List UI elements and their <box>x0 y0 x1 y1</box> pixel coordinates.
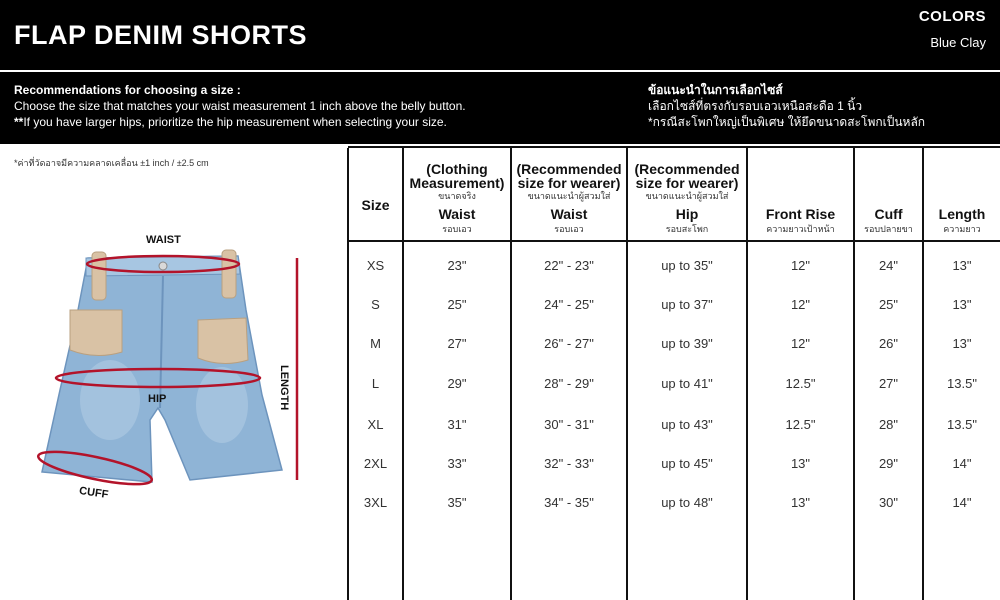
measurement-cell: 33" <box>447 456 467 471</box>
measurement-cell: 28" - 29" <box>544 376 594 391</box>
measurement-cell: 26" <box>878 336 899 351</box>
column-header-main: Waist <box>438 206 476 222</box>
size-cell: XL <box>367 417 384 432</box>
measurement-cell: up to 39" <box>661 336 713 351</box>
column-header <box>924 150 1000 240</box>
reco-th-line2: *กรณีสะโพกใหญ่เป็นพิเศษ ให้ยึดขนาดสะโพกเป็นหลัก <box>648 115 926 129</box>
column-header-top-th: ขนาดแนะนำผู้สวมใส่ <box>645 191 729 201</box>
waist-label: WAIST <box>146 234 181 246</box>
measurement-cell: 29" <box>447 376 467 391</box>
reco-en-title: Recommendations for choosing a size : <box>14 83 241 97</box>
reco-th-title: ข้อแนะนำในการเลือกไซส์ <box>648 83 783 97</box>
measurement-cell: 25" <box>878 297 899 312</box>
measurement-cell: 28" <box>878 417 899 432</box>
header-bar <box>0 0 1000 70</box>
column-header-main: Waist <box>550 206 588 222</box>
reco-en-line1: Choose the size that matches your waist measurement 1 inch above the belly button. <box>14 99 466 113</box>
column-header <box>512 150 626 240</box>
size-cell: 2XL <box>363 456 388 471</box>
measurement-cell: 13" <box>790 456 811 471</box>
column-header-sub: รอบเอว <box>554 224 584 234</box>
measurement-cell: 30" <box>878 495 899 510</box>
measurement-note: *ค่าที่วัดอาจมีความคลาดเคลื่อน ±1 inch / ±2.5 cm <box>14 158 209 168</box>
measurement-cell: up to 43" <box>661 417 713 432</box>
reco-en-line2 <box>14 114 466 130</box>
measurement-cell: 34" - 35" <box>544 495 594 510</box>
measurement-cell: 24" - 25" <box>544 297 594 312</box>
column-header-sub: ความยาวเป้าหน้า <box>766 224 835 234</box>
colors-label: COLORS <box>918 8 986 25</box>
measurement-cell: 26" - 27" <box>544 336 594 351</box>
column-header-top-th: ขนาดจริง <box>438 191 476 201</box>
size-cell: 3XL <box>363 495 388 510</box>
measurement-cell: 35" <box>447 495 467 510</box>
column-header-top: (Clothing Measurement) <box>409 161 505 191</box>
column-header-sub: รอบปลายขา <box>864 224 913 234</box>
denim-shorts-icon <box>0 170 345 500</box>
measurement-cell: 13" <box>790 495 811 510</box>
measurement-cell: 13" <box>952 336 972 351</box>
measurement-cell: 31" <box>447 417 467 432</box>
measurement-cell: 14" <box>952 456 972 471</box>
measurement-cell: 22" - 23" <box>544 258 594 273</box>
column-header <box>628 150 746 240</box>
measurement-cell: 13.5" <box>947 417 977 432</box>
measurement-cell: 12" <box>790 297 811 312</box>
column-header-main: Hip <box>675 206 699 222</box>
reco-th-line1: เลือกไซส์ที่ตรงกับรอบเอวเหนือสะดือ 1 นิ้ว <box>648 99 863 113</box>
column-header-sub: รอบเอว <box>442 224 472 234</box>
column-header-top-th: ขนาดแนะนำผู้สวมใส่ <box>527 191 611 201</box>
measurement-cell: 24" <box>878 258 899 273</box>
measurement-cell: 23" <box>447 258 467 273</box>
measurement-cell: up to 41" <box>661 376 713 391</box>
measurement-cell: 14" <box>952 495 972 510</box>
recommendations-th <box>648 82 925 130</box>
measurement-cell: 27" <box>447 336 467 351</box>
measurement-cell: 25" <box>447 297 467 312</box>
measurement-cell: 12.5" <box>785 376 816 391</box>
cuff-label: CUFF <box>78 485 110 501</box>
column-header <box>748 150 853 240</box>
measurement-cell: 32" - 33" <box>544 456 594 471</box>
measurement-cell: up to 45" <box>661 456 713 471</box>
page-title: FLAP DENIM SHORTS <box>14 20 308 50</box>
recommendations-en <box>14 82 466 130</box>
measurement-cell: 27" <box>878 376 899 391</box>
colors-value: Blue Clay <box>930 35 986 50</box>
size-cell: M <box>370 336 381 351</box>
measurement-cell: up to 37" <box>661 297 713 312</box>
reco-en-line2-marker: ** <box>14 115 24 129</box>
column-header-sub: รอบสะโพก <box>665 224 709 234</box>
measurement-cell: up to 35" <box>661 258 713 273</box>
column-header <box>349 150 402 240</box>
hip-label: HIP <box>148 393 167 405</box>
column-header-sub: ความยาว <box>943 224 981 234</box>
table-border-top <box>348 146 1000 148</box>
reco-en-line2-text: If you have larger hips, prioritize the hip measurement when selecting your size. <box>23 115 447 129</box>
measurement-cell: 13" <box>952 297 972 312</box>
shorts-illustration <box>0 170 345 500</box>
measurement-cell: up to 48" <box>661 495 713 510</box>
column-header <box>855 150 922 240</box>
size-cell: XS <box>366 258 385 273</box>
measurement-cell: 13" <box>952 258 972 273</box>
column-header-main: Front Rise <box>765 206 836 222</box>
column-header <box>404 150 510 240</box>
column-header-main: Size <box>361 197 390 213</box>
column-header-top: (Recommended size for wearer) <box>516 161 622 191</box>
column-header-main: Length <box>938 206 986 222</box>
measurement-cell: 12" <box>790 336 811 351</box>
column-header-main: Cuff <box>874 206 903 222</box>
column-header-top: (Recommended size for wearer) <box>634 161 740 191</box>
measurement-cell: 12" <box>790 258 811 273</box>
measurement-cell: 29" <box>878 456 899 471</box>
recommendations-panel <box>0 72 1000 144</box>
length-label: LENGTH <box>278 365 290 411</box>
size-cell: L <box>371 376 380 391</box>
measurement-cell: 12.5" <box>785 417 816 432</box>
size-cell: S <box>371 297 380 312</box>
measurement-cell: 13.5" <box>947 376 977 391</box>
table-header-divider <box>348 240 1000 242</box>
measurement-cell: 30" - 31" <box>544 417 594 432</box>
